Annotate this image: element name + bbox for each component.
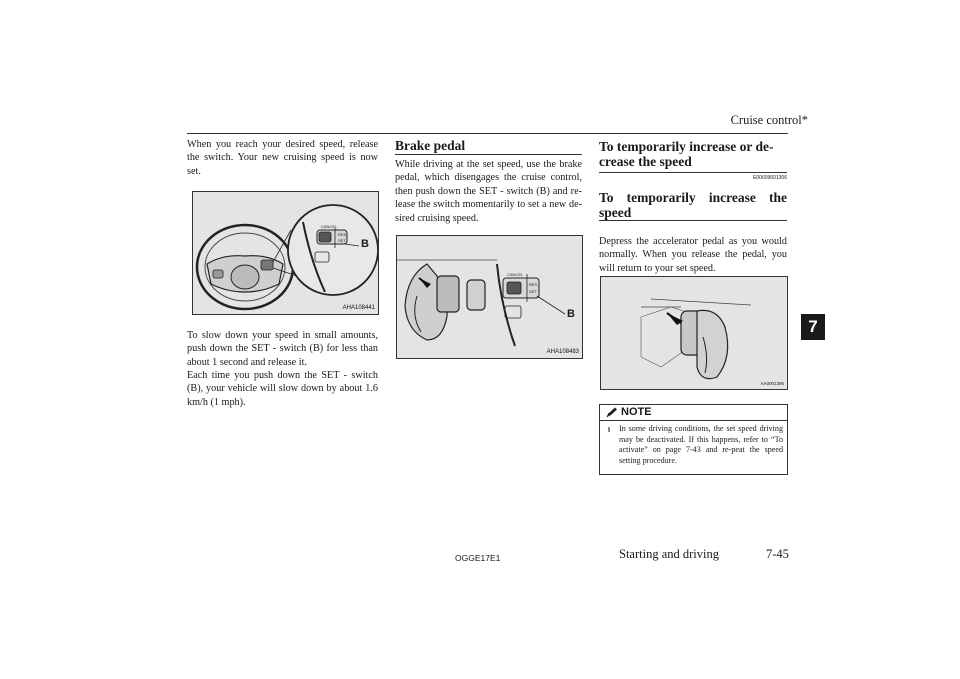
cancel-text: CANCEL bbox=[321, 224, 338, 229]
note-header bbox=[600, 405, 787, 421]
col1-para2: To slow down your speed in small amounts, push down the SET - switch (B) for less than about 1 second and release it. bbox=[187, 330, 378, 368]
figure-code: AHA108441 bbox=[342, 305, 375, 311]
figure-code: AHA108483 bbox=[546, 349, 579, 355]
heading-text: Brake pedal bbox=[395, 138, 466, 153]
chapter-tab[interactable]: 7 bbox=[801, 314, 825, 340]
col1-para1: When you reach your desired speed, release the switch. Your new cruising speed is now set. bbox=[187, 139, 378, 177]
figure-steering-wheel bbox=[192, 191, 379, 315]
footer-section: Starting and driving bbox=[619, 547, 719, 561]
heading-rule bbox=[395, 154, 582, 155]
figure-code: AA0001395 bbox=[760, 381, 784, 386]
subheading-rule bbox=[599, 220, 787, 221]
section-heading-brake-pedal bbox=[395, 138, 582, 155]
figure-brake-pedal bbox=[396, 235, 583, 359]
steering-wheel-illustration bbox=[193, 192, 378, 314]
note-pencil-icon bbox=[606, 407, 618, 418]
subheading-text: To temporarily increase the speed bbox=[599, 190, 787, 220]
brake-pedal-illustration bbox=[397, 236, 582, 358]
note-box bbox=[599, 404, 788, 475]
page-number: 7-45 bbox=[766, 547, 789, 561]
set-text: SET bbox=[529, 289, 537, 294]
col2-para1: While driving at the set speed, use the brake pedal, which disengages the cruise control, then push down the SET - switch (B) and re-lease the switch momentarily to set a new de-sired cruising speed. bbox=[395, 159, 582, 224]
note-label: NOTE bbox=[621, 406, 652, 418]
res-text: RES bbox=[529, 282, 538, 287]
cancel-text: CANCEL bbox=[507, 272, 524, 277]
res-text: RES bbox=[338, 232, 347, 237]
note-text: In some driving conditions, the set speed driving may be deactivated. If this happens, refer to “To activate” on page 7-43 and re-peat the speed setting procedure. bbox=[619, 424, 783, 465]
section-code: E00609601306 bbox=[753, 175, 787, 181]
heading-text: To temporarily increase or de-crease the speed bbox=[599, 139, 774, 169]
subheading-increase bbox=[599, 190, 787, 221]
label-b: B bbox=[361, 238, 369, 250]
note-bullet: l bbox=[608, 427, 611, 434]
label-b: B bbox=[567, 308, 575, 320]
running-head: Cruise control* bbox=[730, 113, 808, 127]
col3-para1: Depress the accelerator pedal as you would normally. When you release the pedal, you will return to your set speed. bbox=[599, 236, 787, 274]
header-rule bbox=[187, 133, 788, 134]
heading-rule bbox=[599, 172, 787, 173]
accelerator-pedal-illustration bbox=[601, 277, 787, 389]
footer-code: OGGE17E1 bbox=[455, 553, 501, 563]
section-heading-temporarily bbox=[599, 139, 787, 181]
set-text: SET bbox=[338, 238, 346, 243]
figure-accelerator-pedal bbox=[600, 276, 788, 390]
col1-para3: Each time you push down the SET - switch (B), your vehicle will slow down by about 1.6 km/h (1 mph). bbox=[187, 370, 378, 408]
